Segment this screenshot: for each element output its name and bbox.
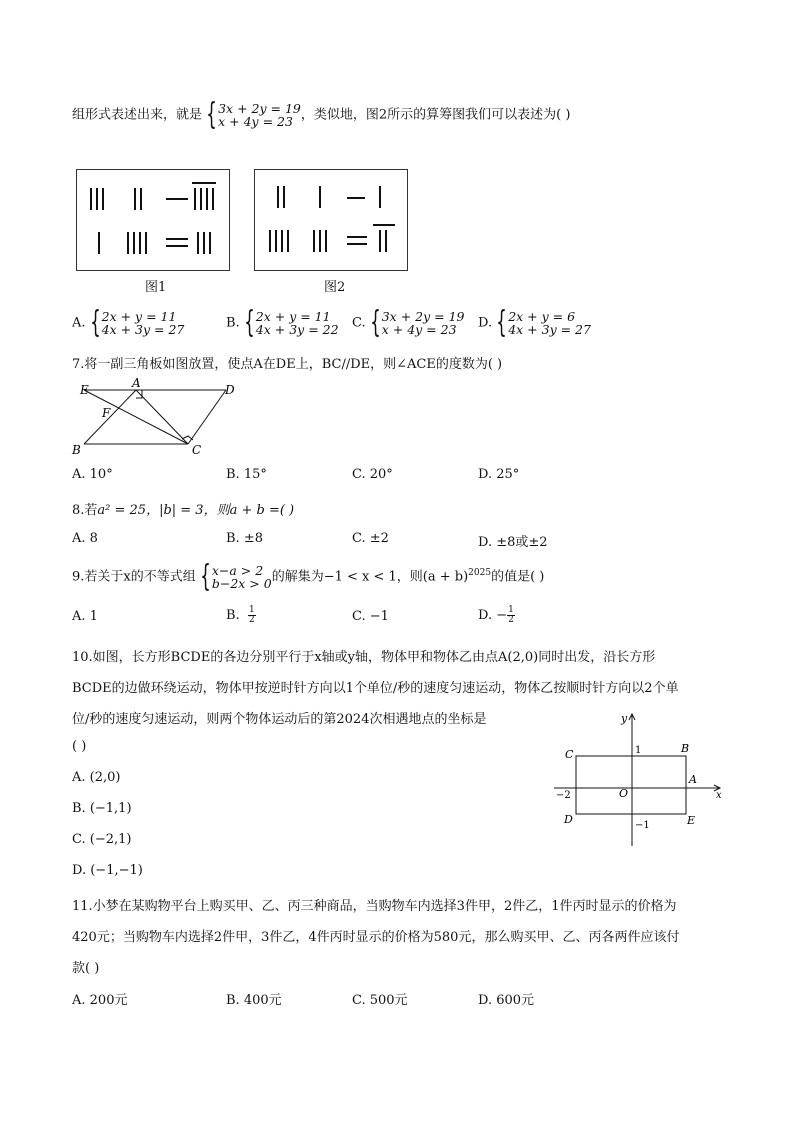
option-eq-top: 2x + y = 6 — [508, 309, 576, 324]
q10-option-c[interactable]: C. (−2,1) — [72, 832, 132, 847]
q9-option-a[interactable]: A. 1 — [72, 609, 98, 624]
option-letter: B. — [226, 315, 240, 331]
counting-rod-figure-2 — [254, 169, 408, 271]
q6-intro — [72, 97, 571, 132]
option-letter: B. — [226, 608, 240, 623]
q7-option-b[interactable]: B. 15° — [226, 467, 267, 482]
q7-option-c[interactable]: C. 20° — [352, 467, 393, 482]
label-e: E — [80, 383, 89, 397]
q11-option-a[interactable]: A. 200元 — [72, 993, 128, 1008]
point-b-label: B — [681, 742, 690, 755]
q8-option-d[interactable]: D. ±8或±2 — [478, 535, 548, 550]
q7-option-a[interactable]: A. 10° — [72, 467, 113, 482]
figure-1-caption: 图1 — [145, 280, 167, 295]
figure-2-caption: 图2 — [324, 280, 346, 295]
tick-1-label: 1 — [635, 745, 642, 756]
q6-option-b[interactable]: B. { 2x + y = 11 4x + 3y = 22 — [226, 305, 339, 340]
q9-option-d[interactable] — [478, 606, 515, 625]
numerator: 1 — [248, 605, 255, 615]
option-eq-top: 3x + 2y = 19 — [381, 309, 465, 324]
origin-label: O — [619, 787, 629, 800]
q10-line-3: 位/秒的速度匀速运动，则两个物体运动后的第2024次相遇地点的坐标是 — [72, 712, 487, 727]
q6-intro-text-a: 组形式表述出来，就是 — [72, 107, 203, 123]
q9-stem — [72, 559, 545, 594]
q9-stem-middle: 的解集为−1 < x < 1，则(a + b) — [271, 569, 469, 585]
label-a: A — [132, 376, 141, 390]
q8-option-a[interactable]: A. 8 — [72, 531, 98, 546]
q9-stem-suffix: 的值是( ) — [491, 569, 545, 585]
numerator: 1 — [508, 605, 514, 615]
q6-option-a[interactable]: A. { 2x + y = 11 4x + 3y = 27 — [72, 305, 185, 340]
option-letter: C. — [352, 315, 366, 331]
q10-coordinate-graph — [548, 706, 728, 852]
q6-system: { 3x + 2y = 19 x + 4y = 23 — [206, 97, 301, 132]
option-letter: D. − — [478, 608, 508, 623]
q6-system-top: 3x + 2y = 19 — [218, 101, 301, 116]
q9-option-c[interactable]: C. −1 — [352, 609, 389, 624]
label-b: B — [72, 443, 81, 456]
q11-line-1: 11.小梦在某购物平台上购买甲、乙、丙三种商品，当购物车内选择3件甲，2件乙，1件丙时显示的价格为 — [72, 899, 677, 914]
y-axis-label: y — [621, 712, 628, 725]
q8-option-b[interactable]: B. ±8 — [226, 531, 263, 546]
q6-intro-text-b: ，类似地，图2所示的算筹图我们可以表述为( ) — [300, 107, 571, 123]
q8-stem-prefix: 8.若 — [72, 503, 98, 518]
q9-system-top: x−a > 2 — [211, 563, 264, 578]
q10-option-d[interactable]: D. (−1,−1) — [72, 863, 143, 878]
q6-option-d[interactable]: D. { 2x + y = 6 4x + 3y = 27 — [478, 305, 591, 340]
q9-stem-prefix: 9.若关于x的不等式组 — [72, 569, 196, 585]
q10-option-b[interactable]: B. (−1,1) — [72, 801, 132, 816]
q6-option-c[interactable]: C. { 3x + 2y = 19 x + 4y = 23 — [352, 305, 465, 340]
denominator: 2 — [508, 615, 514, 625]
q9-exponent: 2025 — [468, 568, 492, 579]
option-letter: A. — [72, 315, 86, 331]
q11-option-d[interactable]: D. 600元 — [478, 993, 535, 1008]
option-eq-bottom: 4x + 3y = 27 — [101, 322, 185, 337]
q9-system-bottom: b−2x > 0 — [211, 576, 272, 591]
option-eq-bottom: 4x + 3y = 27 — [508, 322, 591, 337]
one-half-fraction — [248, 606, 256, 625]
q11-option-c[interactable]: C. 500元 — [352, 993, 408, 1008]
point-a-label: A — [689, 773, 697, 786]
denominator: 2 — [248, 615, 255, 625]
q9-option-b[interactable] — [226, 606, 256, 625]
q7-option-d[interactable]: D. 25° — [478, 467, 520, 482]
q8-option-c[interactable]: C. ±2 — [352, 531, 389, 546]
q6-system-bottom: x + 4y = 23 — [218, 114, 293, 129]
q10-line-2: BCDE的边做环绕运动，物体甲按逆时针方向以1个单位/秒的速度匀速运动，物体乙按顺时针方向以2个单 — [72, 681, 679, 696]
q10-line-4: ( ) — [72, 739, 87, 754]
q7-stem: 7.将一副三角板如图放置，使点A在DE上，BC//DE，则∠ACE的度数为( ) — [72, 357, 503, 372]
option-eq-top: 2x + y = 11 — [255, 309, 331, 324]
option-eq-bottom: 4x + 3y = 22 — [255, 322, 339, 337]
option-letter: D. — [478, 315, 493, 331]
label-f: F — [102, 406, 111, 420]
tick-minus-1-label: −1 — [635, 820, 650, 831]
q11-line-2: 420元；当购物车内选择2件甲，3件乙，4件丙时显示的价格为580元，那么购买甲、乙、丙各两件应该付 — [72, 930, 680, 945]
point-d-label: D — [564, 813, 573, 826]
counting-rod-figure-1 — [76, 169, 230, 271]
option-eq-bottom: x + 4y = 23 — [381, 322, 457, 337]
label-c: C — [192, 443, 202, 456]
q11-option-b[interactable]: B. 400元 — [226, 993, 282, 1008]
q10-option-a[interactable]: A. (2,0) — [72, 770, 121, 785]
x-axis-label: x — [716, 790, 722, 801]
q9-system: { x−a > 2 b−2x > 0 — [200, 559, 272, 594]
q10-line-1: 10.如图，长方形BCDE的各边分别平行于x轴或y轴，物体甲和物体乙由点A(2,0)同时出发，沿长方形 — [72, 650, 656, 665]
one-half-fraction — [507, 606, 515, 625]
tick-minus-2-label: −2 — [556, 790, 571, 801]
point-c-label: C — [565, 748, 574, 761]
label-d: D — [225, 383, 235, 397]
q11-line-3: 款( ) — [72, 961, 100, 976]
q8-stem-expression: a² = 25，|b| = 3，则a + b =( ) — [97, 503, 295, 518]
q8-stem — [72, 499, 294, 518]
q7-triangle-figure — [70, 376, 240, 456]
option-eq-top: 2x + y = 11 — [101, 309, 177, 324]
point-e-label: E — [687, 814, 696, 827]
